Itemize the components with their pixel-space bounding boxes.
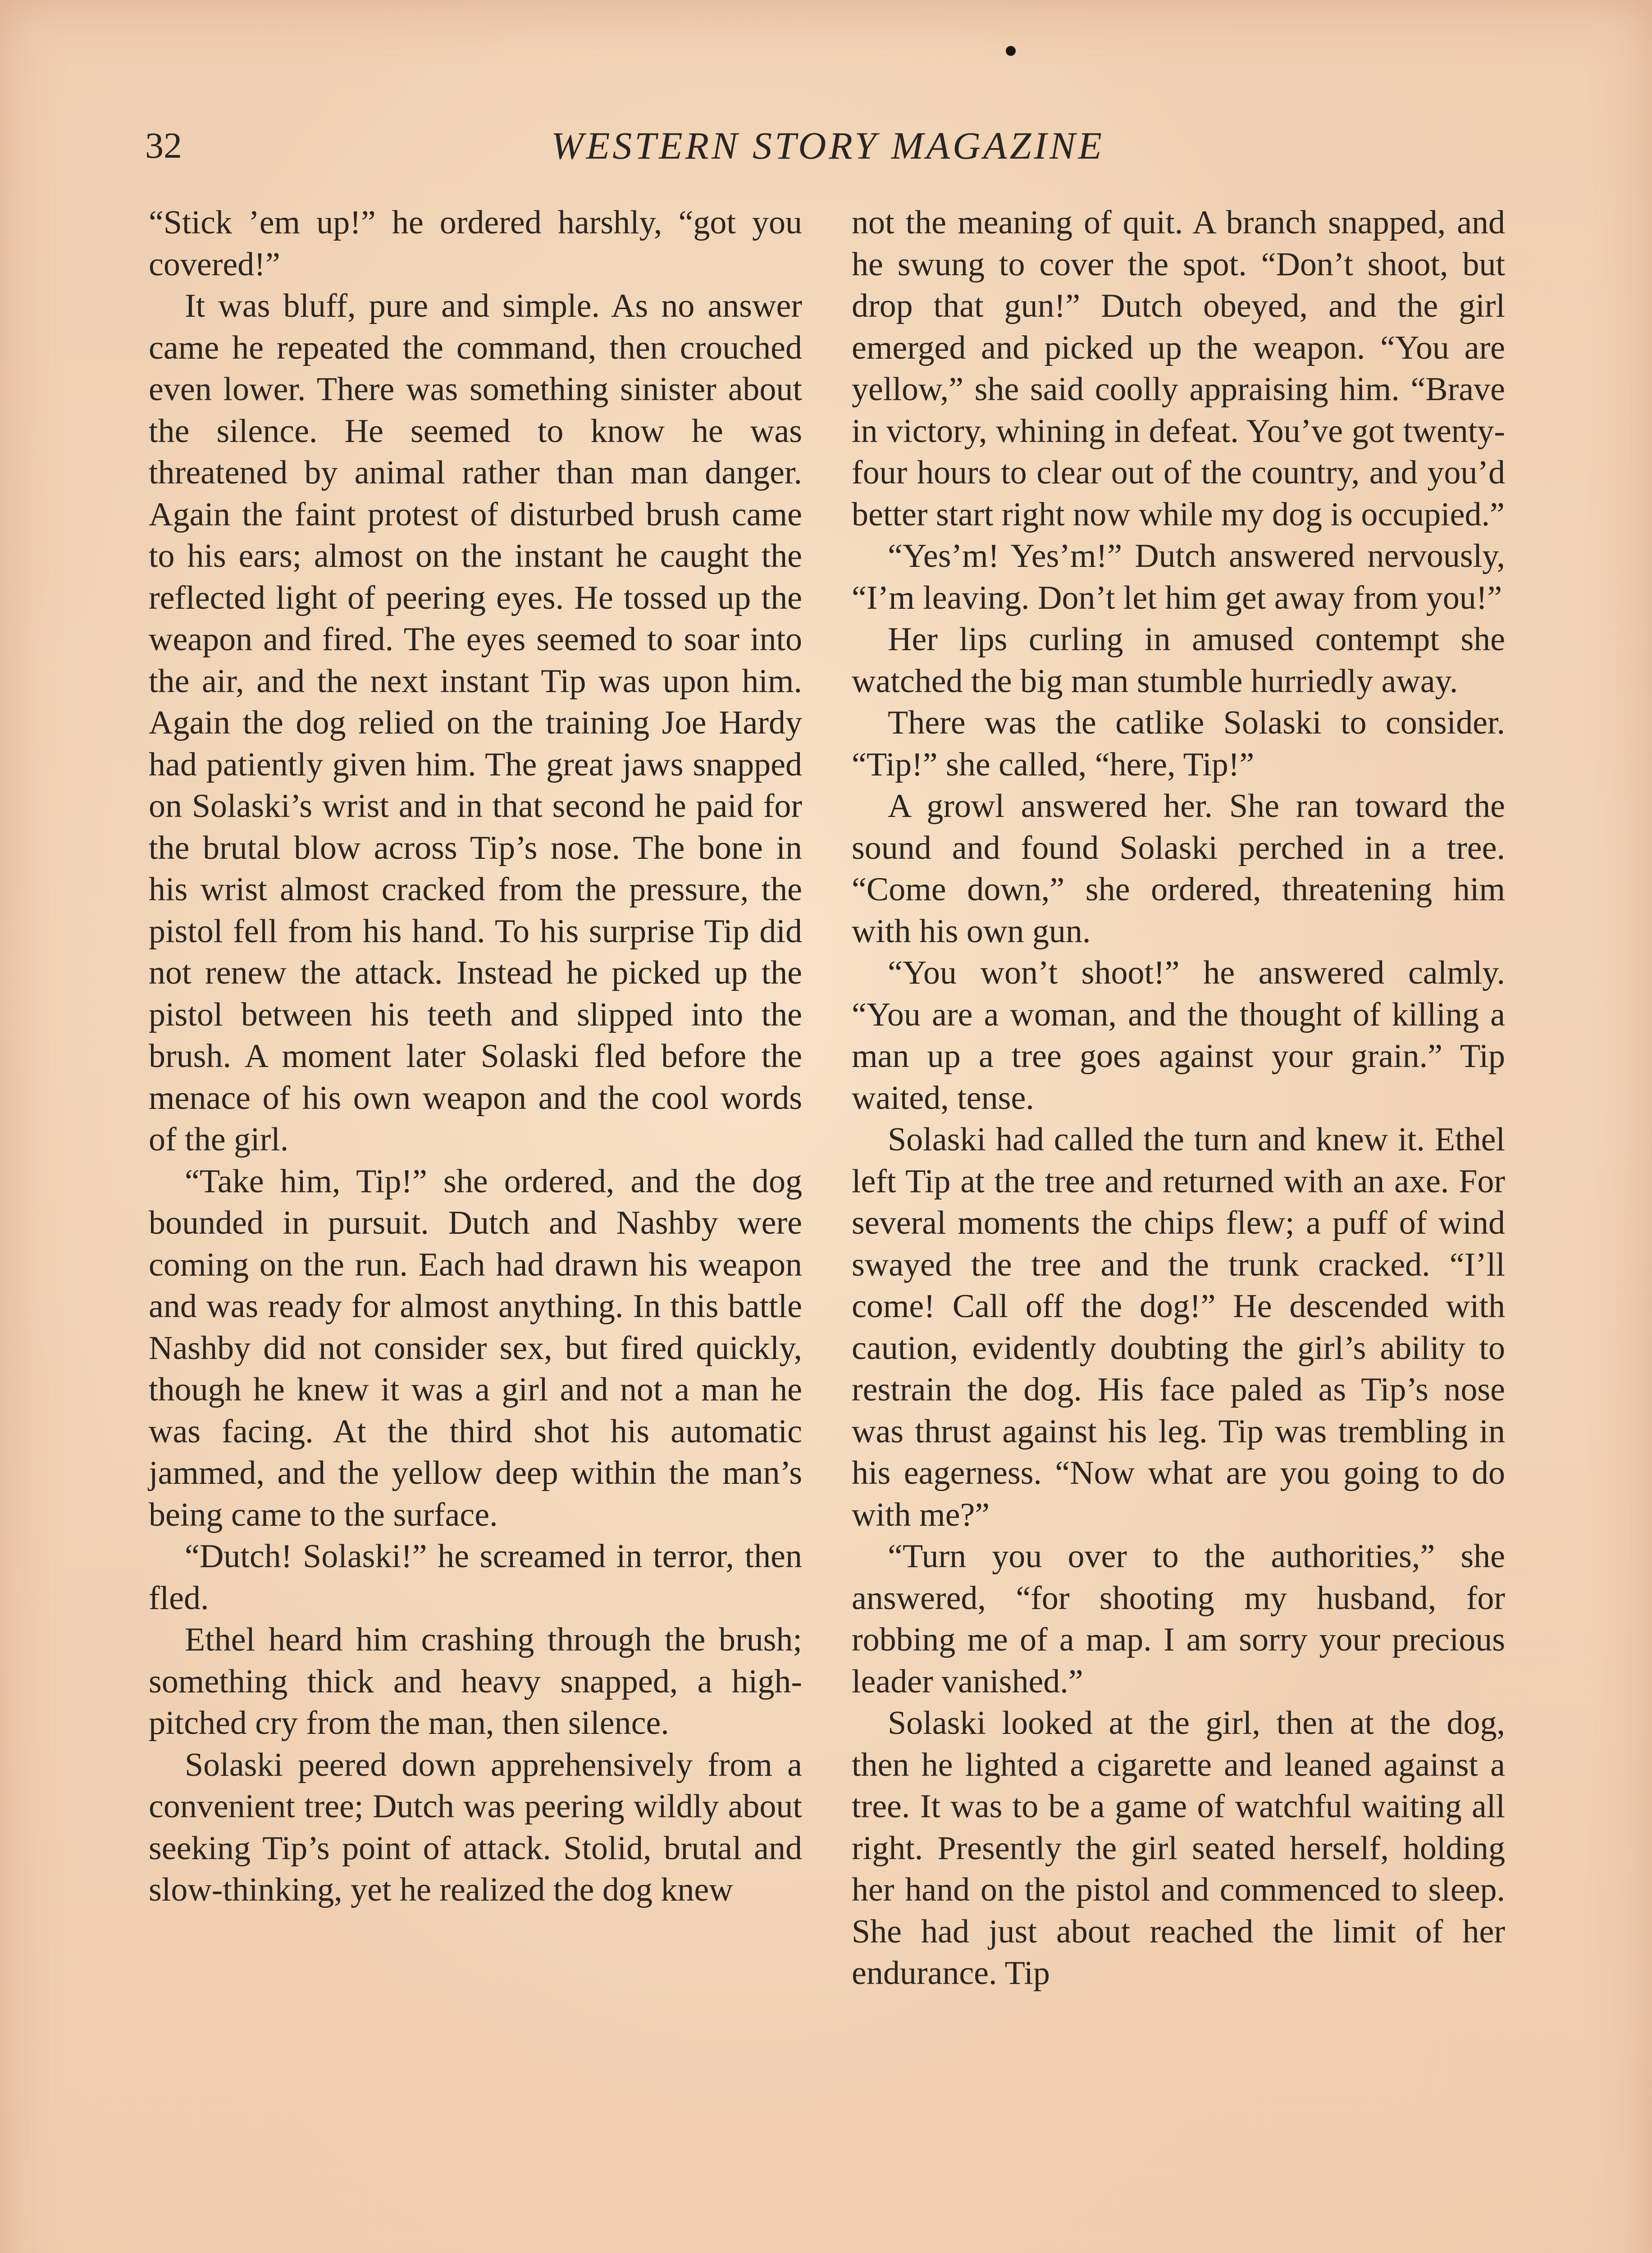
- paragraph: There was the catlike Solaski to consider. “Tip!” she called, “here, Tip!”: [852, 704, 1505, 783]
- paragraph: A growl answered her. She ran toward the sound and found Solaski perched in a tree. “Come down,” she ordered, threatening him with his own gun.: [852, 788, 1505, 950]
- paragraph: “Yes’m! Yes’m!” Dutch answered nervously, “I’m leaving. Don’t let him get away from you!”: [852, 538, 1505, 616]
- paragraph: “Take him, Tip!” she ordered, and the dog bounded in pursuit. Dutch and Nashby were coming on the run. Each had drawn his weapon and was ready for almost anything. In this battle Nashby did not consider sex, but fired quickly, though he knew it was a girl and not a man he was facing. At the third shot his automatic jammed, and the yellow deep within the man’s being came to the surface.: [149, 1163, 802, 1533]
- left-column: [149, 202, 802, 1911]
- ink-speck: [1006, 46, 1016, 56]
- paragraph: Solaski peered down apprehensively from a convenient tree; Dutch was peering wildly about seeking Tip’s point of attack. Stolid, brutal and slow-thinking, yet he realized the dog knew: [149, 1746, 802, 1908]
- paragraph: “Turn you over to the authorities,” she answered, “for shooting my husband, for robbing me of a map. I am sorry your precious leader vanished.”: [852, 1538, 1505, 1700]
- paragraph: “Stick ’em up!” he ordered harshly, “got you covered!”: [149, 204, 802, 283]
- paragraph: “You won’t shoot!” he answered calmly. “You are a woman, and the thought of killing a man up a tree goes against your grain.” Tip waited, tense.: [852, 954, 1505, 1117]
- page-number: 32: [145, 125, 182, 166]
- running-head-title: WESTERN STORY MAGAZINE: [551, 124, 1104, 167]
- paragraph: not the meaning of quit. A branch snapped, and he swung to cover the spot. “Don’t shoot, but drop that gun!” Dutch obeyed, and the girl emerged and picked up the weapon. “You are yellow,” she said coolly appraising him. “Brave in victory, whining in defeat. You’ve got twenty-four hours to clear out of the country, and you’d better start right now while my dog is occupied.”: [852, 204, 1505, 533]
- paragraph: It was bluff, pure and simple. As no answer came he repeated the command, then crouched even lower. There was something sinister about the silence. He seemed to know he was threatened by animal rather than man danger. Again the faint protest of disturbed brush came to his ears; almost on the instant he caught the reflected light of peering eyes. He tossed up the weapon and fired. The eyes seemed to soar into the air, and the next instant Tip was upon him. Again the dog relied on the training Joe Hardy had patiently given him. The great jaws snapped on Solaski’s wrist and in that second he paid for the brutal blow across Tip’s nose. The bone in his wrist almost cracked from the pressure, the pistol fell from his hand. To his surprise Tip did not renew the attack. Instead he picked up the pistol between his teeth and slipped into the brush. A moment later Solaski fled before the menace of his own weapon and the cool words of the girl.: [149, 287, 802, 1158]
- paragraph: “Dutch! Solaski!” he screamed in terror, then fled.: [149, 1538, 802, 1617]
- paragraph: Solaski looked at the girl, then at the dog, then he lighted a cigarette and leaned against a tree. It was to be a game of watchful waiting all right. Presently the girl seated herself, holding her hand on the pistol and commenced to sleep. She had just about reached the limit of her endurance. Tip: [852, 1705, 1505, 1992]
- page-header: [145, 121, 1511, 184]
- paragraph: Ethel heard him crashing through the brush; something thick and heavy snapped, a high-pitched cry from the man, then silence.: [149, 1621, 802, 1742]
- paragraph: Her lips curling in amused contempt she watched the big man stumble hurriedly away.: [852, 621, 1505, 700]
- right-column: [852, 202, 1505, 1994]
- paragraph: Solaski had called the turn and knew it. Ethel left Tip at the tree and returned with an axe. For several moments the chips flew; a puff of wind swayed the tree and the trunk cracked. “I’ll come! Call off the dog!” He descended with caution, evidently doubting the girl’s ability to restrain the dog. His face paled as Tip’s nose was thrust against his leg. Tip was trembling in his eagerness. “Now what are you going to do with me?”: [852, 1121, 1505, 1533]
